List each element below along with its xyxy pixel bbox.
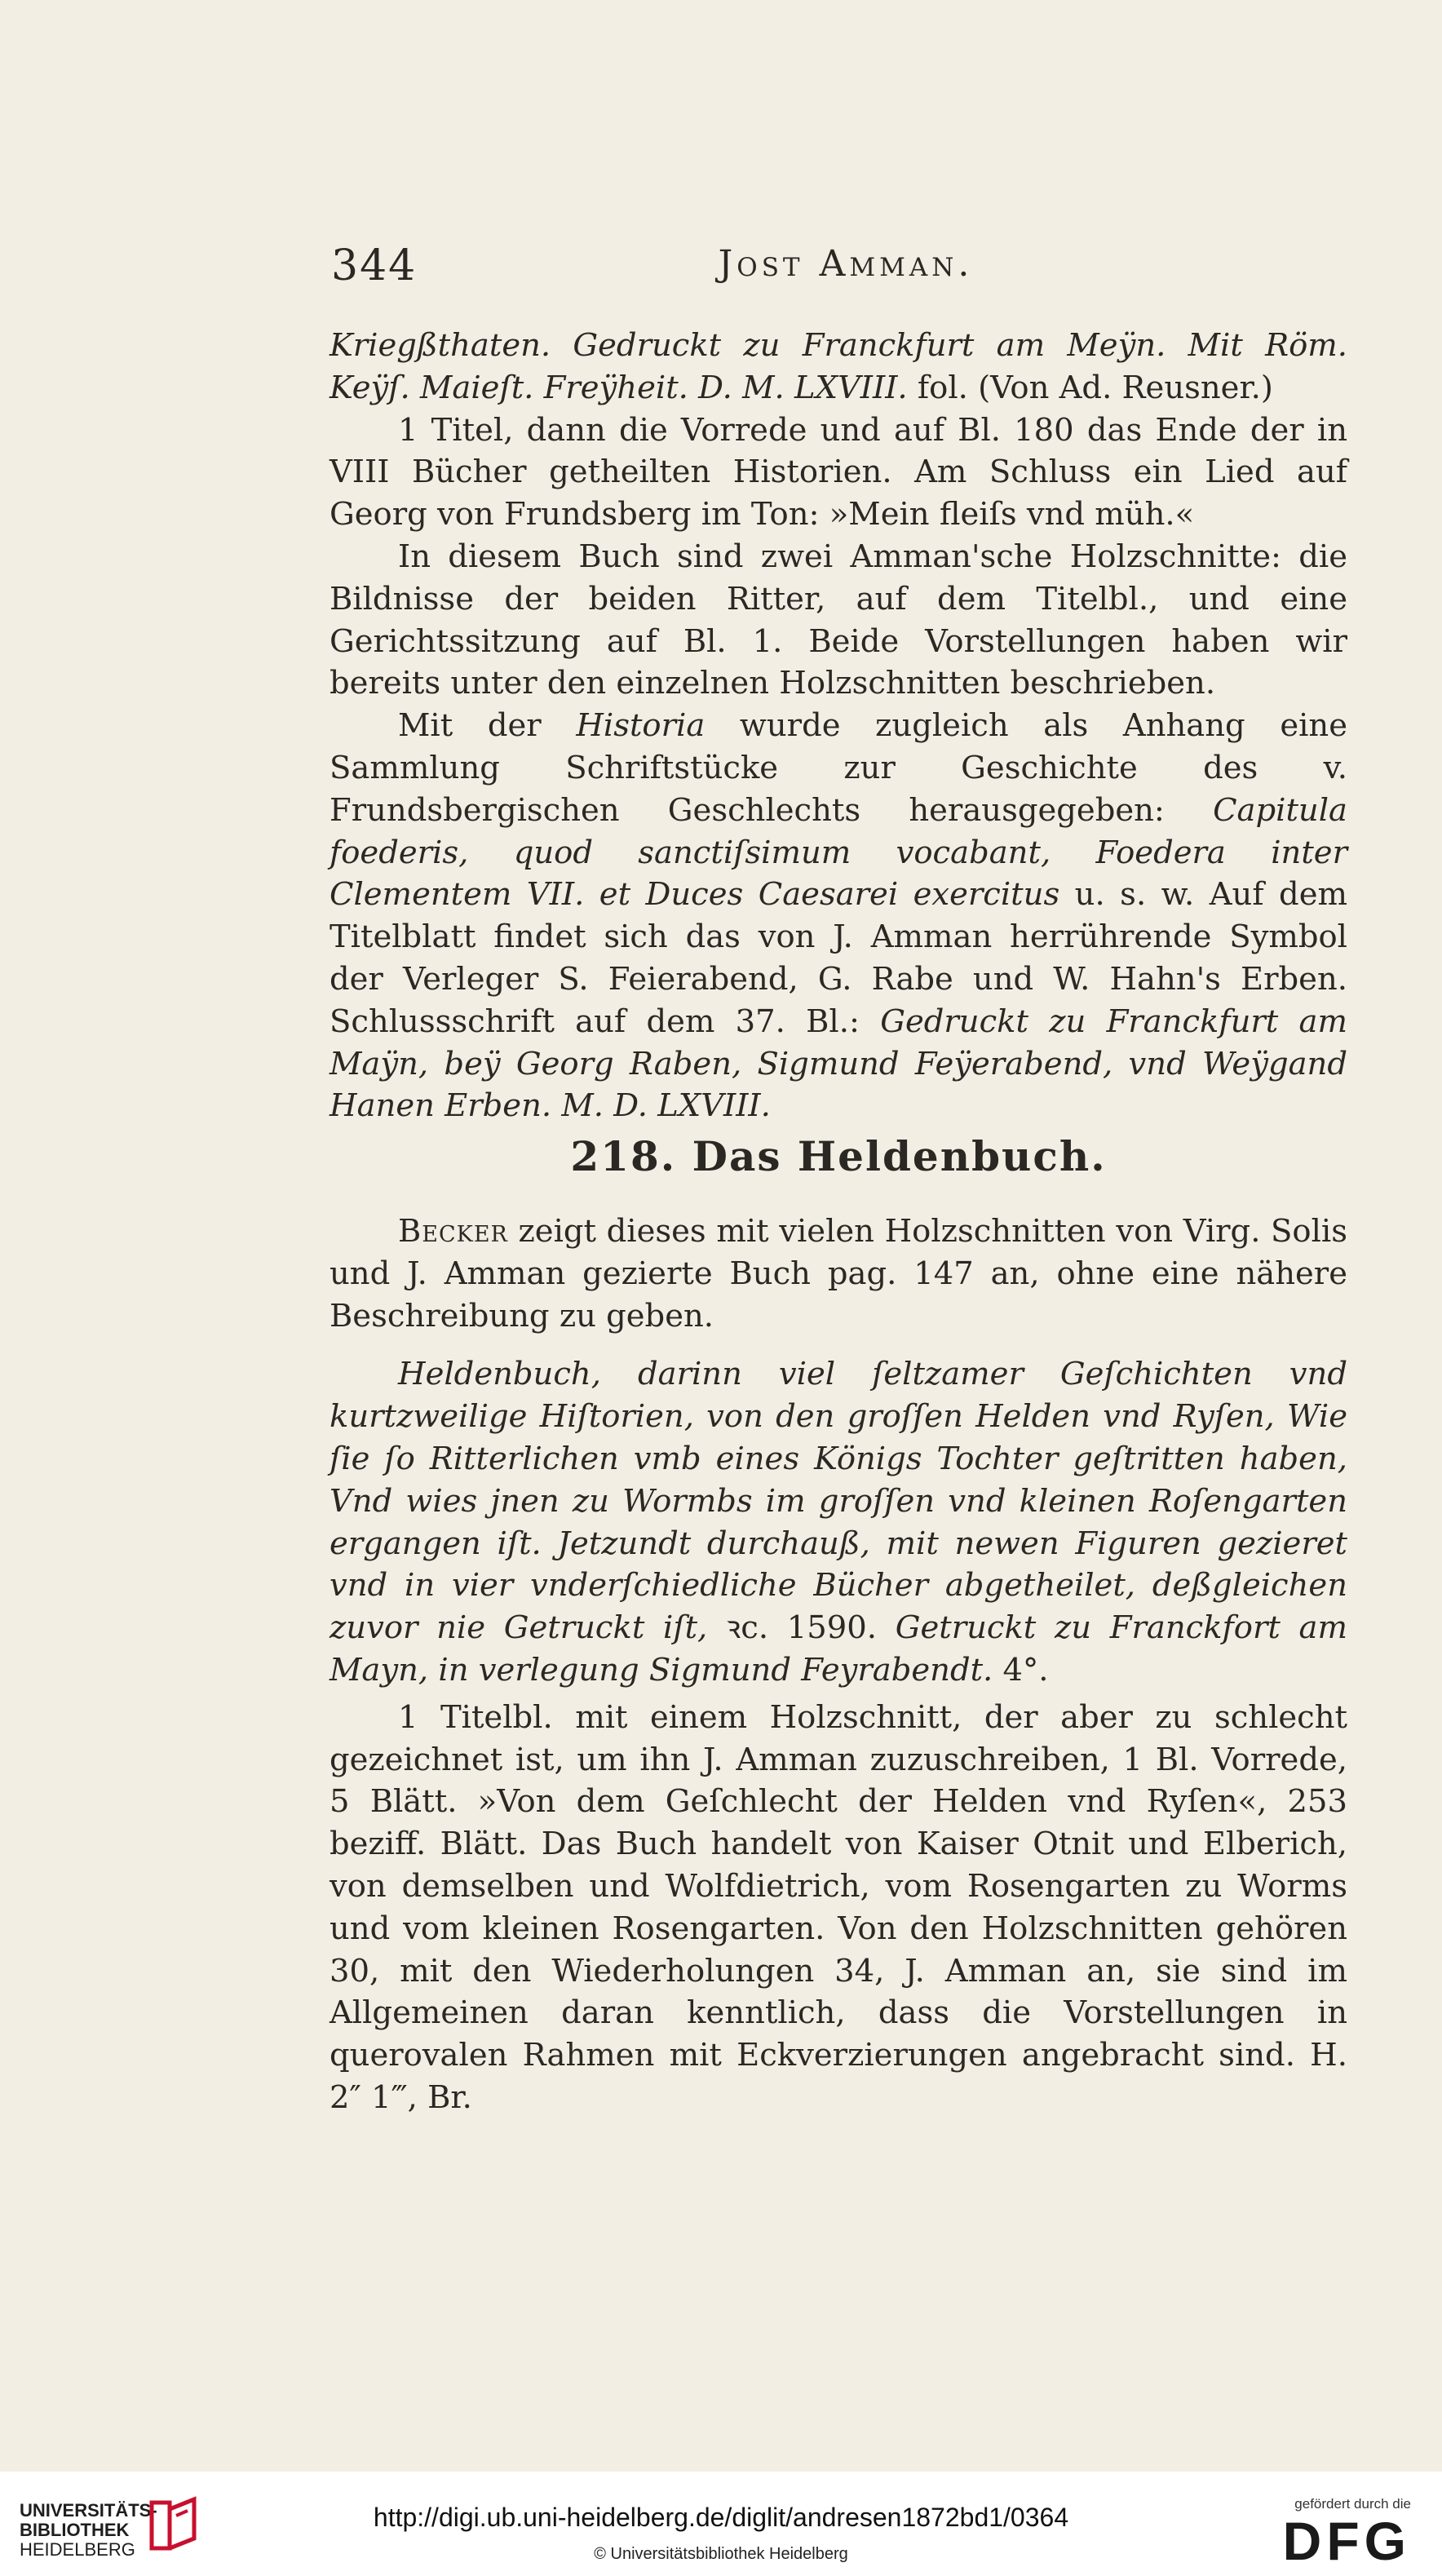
paragraph bbox=[330, 1211, 1347, 1337]
text-run: u. s. w. Auf dem Titelblatt findet sich das von J. Amman herrührende Symbol der Verleger S. Feierabend, G. Rabe und W. Hahn's Erben. Schlussschrift auf dem 37. Bl.: bbox=[330, 876, 1347, 1040]
paragraph bbox=[330, 409, 1347, 536]
italic-text: Heldenbuch, darinn viel ſeltzamer Geſchichten vnd kurtzweilige Hiſtorien, von den groſſen Helden vnd Ryſen, Wie ſie ſo Ritterlichen vmb eines Königs Tochter geſtritten haben, Vnd wies jnen zu Wormbs im groſſen vnd kleinen Roſengarten ergangen iſt. Jetzundt durchauß, mit newen Figuren gezieret vnd in vier vnderſchiedliche Bücher abgetheilet, deßgleichen zuvor nie Getruckt iſt, bbox=[330, 1356, 1347, 1647]
paragraph bbox=[330, 1697, 1347, 2119]
permalink-url[interactable]: http://digi.ub.uni-heidelberg.de/diglit/andresen1872bd1/0364 bbox=[373, 2503, 1069, 2532]
italic-text: Getruckt zu Franckfort am Mayn, in verlegung Sigmund Feyrabendt. bbox=[330, 1609, 1348, 1689]
library-line: UNIVERSITÄTS- bbox=[20, 2500, 157, 2521]
text-run: 1 Titel, dann die Vorrede und auf Bl. 180 das Ende der in VIII Bücher getheilten Historien. Am Schluss ein Lied auf Georg von Frundsberg im Ton: »Mein fleiſs vnd müh.« bbox=[330, 411, 1347, 533]
running-title: Jost Amman. bbox=[718, 243, 974, 285]
footer-bar bbox=[0, 2472, 1442, 2576]
section-2-text bbox=[330, 1211, 1347, 2119]
section-number: 218. bbox=[570, 1132, 677, 1180]
library-line: HEIDELBERG bbox=[20, 2539, 135, 2560]
text-run: zeigt dieses mit vielen Holzschnitten von Virg. Solis und J. Amman gezierte Buch pag. 147 an, ohne eine nähere Beschreibung zu geben. bbox=[330, 1213, 1347, 1334]
page-number: 344 bbox=[331, 241, 418, 290]
italic-text: Historia bbox=[576, 707, 706, 745]
text-run: Mit der bbox=[398, 707, 577, 745]
italic-text: Kriegßthaten. Gedruckt zu Franckfurt am Meÿn. Mit Röm. Keÿſ. Maieſt. Freÿheit. D. M. LXVIII. bbox=[330, 327, 1347, 406]
text-run: 4°. bbox=[993, 1651, 1049, 1689]
page-header bbox=[331, 241, 1360, 294]
paragraph bbox=[330, 536, 1347, 705]
library-line: BIBLIOTHEK bbox=[20, 2520, 130, 2540]
funding-note: gefördert durch die bbox=[1294, 2496, 1411, 2512]
dfg-logo: DFG bbox=[1282, 2511, 1411, 2571]
text-run: In diesem Buch sind zwei Amman'sche Holzschnitte: die Bildnisse der beiden Ritter, auf dem Titelbl., und eine Gerichtssitzung auf Bl. 1. Beide Vorstellungen haben wir bereits unter den einzelnen Holzschnitten beschrieben. bbox=[330, 538, 1347, 702]
text-run: 1 Titelbl. mit einem Holzschnitt, der aber zu schlecht gezeichnet ist, um ihn J. Amman zuzuschreiben, 1 Bl. Vorrede, 5 Blätt. »Von dem Geſchlecht der Helden vnd Ryſen«, 253 beziff. Blätt. Das Buch handelt von Kaiser Otnit und Elberich, von demselben und Wolfdietrich, vom Rosengarten zu Worms und vom kleinen Rosengarten. Von den Holzschnitten gehören 30, mit den Wiederholungen 34, J. Amman an, sie sind im Allgemeinen daran kenntlich, dass die Vorstellungen in querovalen Rahmen mit Eckverzierungen angebracht sind. H. 2″ 1‴, Br. bbox=[330, 1698, 1347, 2116]
paragraph bbox=[330, 325, 1347, 409]
section-heading bbox=[330, 1132, 1347, 1180]
section-title: Das Heldenbuch. bbox=[692, 1132, 1107, 1180]
text-run: ꝛc. 1590. bbox=[707, 1609, 896, 1647]
paragraph bbox=[330, 1353, 1347, 1691]
section-1-text bbox=[330, 325, 1347, 1127]
text-run: wurde zugleich als Anhang eine Sammlung Schriftstücke zur Geschichte des v. Frundsbergischen Geschlechts herausgegeben: bbox=[330, 707, 1348, 829]
text-run: fol. (Von Ad. Reusner.) bbox=[907, 369, 1273, 406]
author-name: Becker bbox=[398, 1213, 508, 1250]
italic-text: Capitula foederis, quod sanctiſsimum vocabant, Foedera inter Clementem VII. et Duces Caesarei exercitus bbox=[330, 791, 1347, 914]
italic-text: Gedruckt zu Franckfurt am Maÿn, beÿ Georg Raben, Sigmund Feÿerabend, vnd Weÿgand Hanen Erben. M. D. LXVIII. bbox=[330, 1003, 1347, 1125]
copyright-notice: © Universitätsbibliothek Heidelberg bbox=[594, 2545, 848, 2563]
paragraph bbox=[330, 705, 1347, 1127]
